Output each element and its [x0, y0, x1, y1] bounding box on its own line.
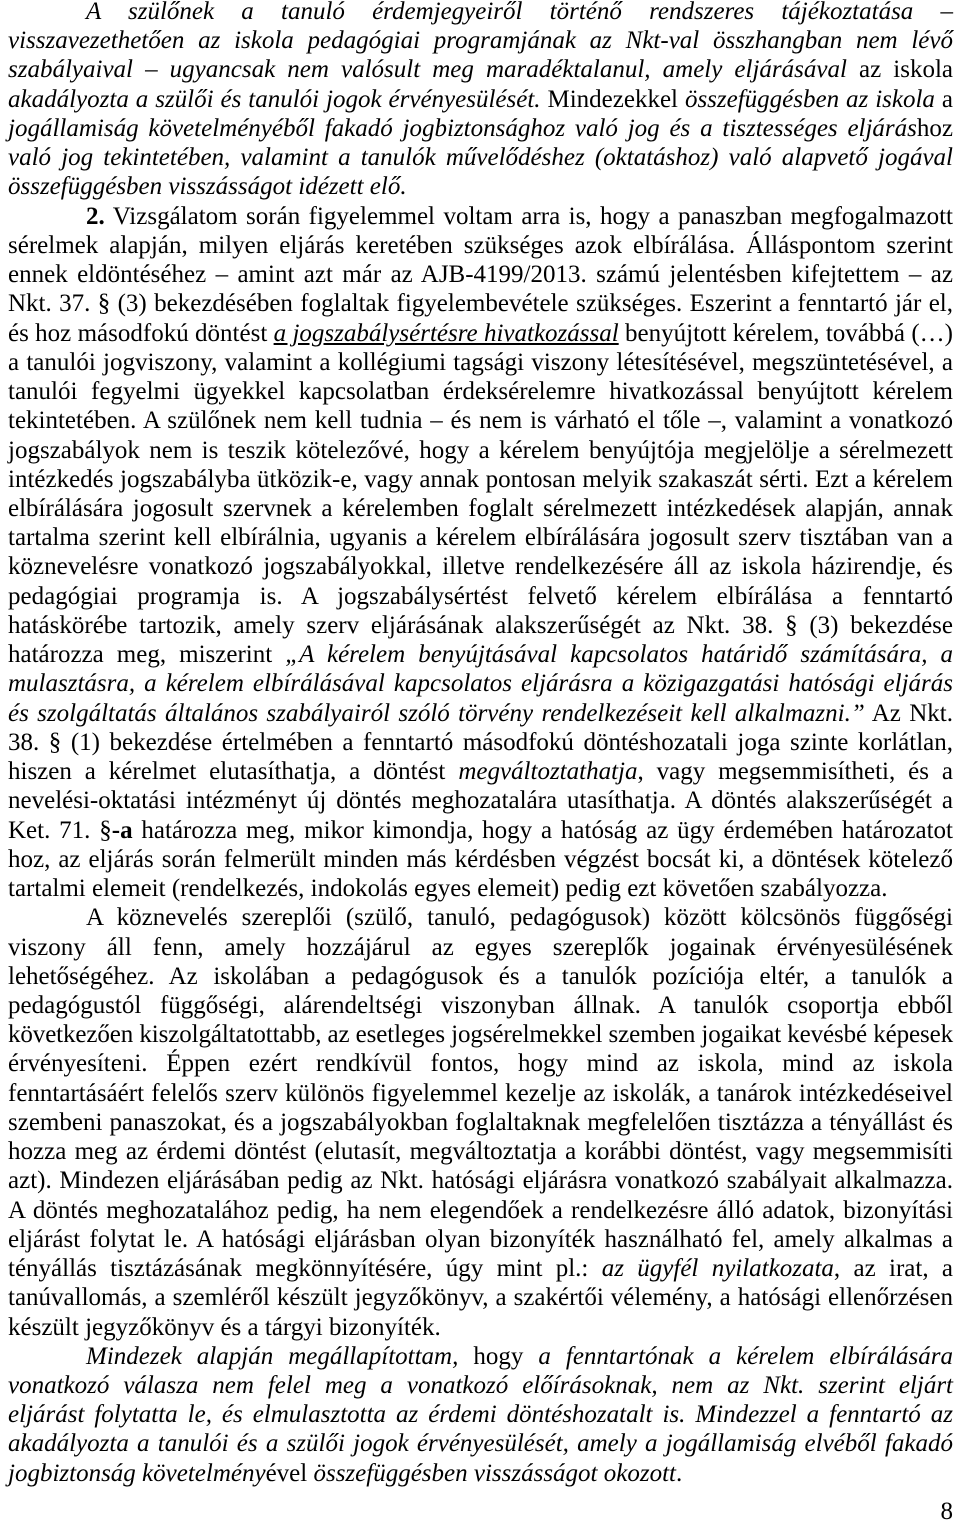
- text-line: [8, 1283, 953, 1312]
- text-line: [8, 757, 953, 786]
- text-line: [8, 1342, 953, 1371]
- italic-text: jogállamiság követelményéből fakadó jogbiztonsághoz való jog és a tisztességes eljárás: [8, 114, 917, 142]
- text-run: A döntés meghozatalához pedig, ha nem elegendőek a rendelkezésre álló adatok, bizonyítási: [8, 1196, 953, 1224]
- text-run: hozza meg az érdemi döntést (elutasít, megváltoztatja a korábbi döntést, vagy megsemmisíti: [8, 1138, 953, 1166]
- text-line: [8, 1225, 953, 1254]
- paragraph: [8, 0, 953, 202]
- text-run: Az Nkt.: [864, 699, 953, 727]
- underlined-italic-text: a jogszabálysértésre hivatkozással: [273, 319, 619, 347]
- text-run: viszony áll fenn, amely hozzájárul az egyes szereplők jogainak érvényesülésének: [8, 933, 953, 961]
- text-run: tartalma szerint kell elbírálnia, ugyanis a kérelem elbírálására jogosult szerv tisztában van a: [8, 524, 953, 552]
- text-line: [8, 202, 953, 231]
- text-run: lehetőségéhez. Az iskolában a pedagógusok és a tanulók pozíciója eltér, a tanulók a: [8, 962, 953, 990]
- text-line: [8, 1049, 953, 1078]
- document-body: [8, 0, 953, 1488]
- text-run: nevelési-oktatási intézményt új döntés meghozatalára utasíthatja. A döntés alakszerűségét a: [8, 787, 953, 815]
- text-run: intézkedés jogszabályba ütközik-e, vagy annak pontosan melyik szakaszát sérti. Ezt a kérelem: [8, 465, 953, 493]
- text-line: [8, 582, 953, 611]
- text-run: tényállás tisztázásának megkönnyítésére, úgy mint pl.:: [8, 1255, 602, 1283]
- text-run: hoz, az eljárás során felmerült minden más kérdésben végzést bocsát ki, a döntések kötelező: [8, 845, 953, 873]
- text-line: [8, 436, 953, 465]
- bold-text: -a: [111, 816, 133, 844]
- text-line: [8, 1137, 953, 1166]
- text-line: [8, 1400, 953, 1429]
- text-run: Mindezekkel: [540, 85, 678, 113]
- text-line: [8, 172, 953, 201]
- text-line: [8, 962, 953, 991]
- text-line: [8, 465, 953, 494]
- text-run: és hoz másodfokú döntést: [8, 319, 274, 347]
- italic-text: jogbiztonság követelmény: [8, 1459, 266, 1487]
- text-run: határozza meg, mikor kimondja, hogy a hatóság az ügy érdemében határozatot: [132, 816, 953, 844]
- text-line: [8, 260, 953, 289]
- text-run: Ket. 71. §: [8, 816, 112, 844]
- text-line: [8, 114, 953, 143]
- italic-text: megváltoztathatja: [458, 758, 638, 786]
- text-run: köznevelésre vonatkozó jogszabályokkal, illetve rendelkezésére áll az iskola házirendje, és: [8, 553, 953, 581]
- text-run: benyújtott kérelem, továbbá (…): [618, 319, 953, 347]
- text-line: [8, 1079, 953, 1108]
- text-line: [8, 85, 953, 114]
- text-run: tartalmi elemeit (rendelkezés, indokolás egyes elemeit) pedig ezt követően szabályozza.: [8, 875, 888, 903]
- text-line: [8, 611, 953, 640]
- italic-text: összefüggésben visszásságot okozott: [307, 1459, 676, 1487]
- text-line: [8, 933, 953, 962]
- italic-text: összefüggésben visszásságot idézett elő.: [8, 173, 407, 201]
- italic-text: Mindezek alapján megállapítottam,: [86, 1342, 459, 1370]
- text-run: hiszen a kérelmet elutasíthatja, a döntést: [8, 758, 459, 786]
- text-run: .: [675, 1459, 683, 1487]
- text-line: [8, 786, 953, 815]
- page-number: 8: [940, 1498, 953, 1525]
- text-line: [8, 1459, 953, 1488]
- italic-text: való jog tekintetében, valamint a tanulók művelődéshez (oktatáshoz) való alapvető jogával: [8, 144, 953, 172]
- text-run: az iskola: [846, 56, 953, 84]
- text-run: , az irat, a: [833, 1255, 953, 1283]
- text-run: eljárást folytat le. A hatósági eljárásban olyan bizonyíték használható fel, amely alkalmas a: [8, 1225, 953, 1253]
- text-line: [8, 1313, 953, 1342]
- text-line: [8, 816, 953, 845]
- text-line: [8, 143, 953, 172]
- text-line: [8, 991, 953, 1020]
- text-line: [8, 1166, 953, 1195]
- text-run: pedagógustól függőségi, alárendeltségi viszonyban állnak. A tanulók csoportja ebből: [8, 991, 953, 1019]
- paragraph: [8, 903, 953, 1342]
- text-run: azt). Mindezen eljárásában pedig az Nkt. hatósági eljárásra vonatkozó szabályait alkalmazza.: [8, 1167, 953, 1195]
- text-run: pedagógiai programja is. A jogszabálysértést felvető kérelem elbírálása a fenntartó: [8, 582, 953, 610]
- text-run: tanúvallomás, a szemléről készült jegyzőkönyv, a szakértői vélemény, a hatósági ellenőrzésen: [8, 1284, 953, 1312]
- text-run: készült jegyzőkönyv és a tárgyi bizonyíték.: [8, 1313, 441, 1341]
- text-run: ennek eldöntéséhez – amint azt már az AJB-4199/2013. számú jelentésben kifejtettem – az: [8, 261, 953, 289]
- text-run: hatáskörébe tartozik, amely szerv eljárásának alakszerűségét az Nkt. 38. § (3) bekezdése: [8, 611, 953, 639]
- text-line: [8, 1020, 953, 1049]
- text-run: érvényesíteni. Éppen ezért rendkívül fontos, hogy mind az iskola, mind az iskola: [8, 1050, 953, 1078]
- text-run: elbírálására jogosult szervnek a kérelemben foglalt sérelmezett intézkedések alapján, annak: [8, 494, 953, 522]
- text-line: [8, 699, 953, 728]
- italic-text: visszavezethetően az iskola pedagógiai programjának az Nkt-val összhangban nem lévő: [8, 27, 953, 55]
- text-run: szembeni panaszokat, és a jogszabályokban foglaltaknak megfelelően tisztázza a tényállást és: [8, 1108, 953, 1136]
- text-run: A köznevelés szereplői (szülő, tanuló, pedagógusok) között kölcsönös függőségi: [86, 904, 953, 932]
- text-line: [8, 1108, 953, 1137]
- text-line: [8, 26, 953, 55]
- text-line: [8, 523, 953, 552]
- text-run: sérelmek alapján, milyen eljárás keretében szükséges azok elbírálása. Álláspontom szerint: [8, 231, 953, 259]
- bold-text: 2.: [86, 202, 105, 230]
- italic-text: szabályaival – ugyancsak nem valósult meg maradéktalanul, amely eljárásával: [8, 56, 847, 84]
- text-line: [8, 903, 953, 932]
- text-line: [8, 1196, 953, 1225]
- text-line: [8, 406, 953, 435]
- text-line: [8, 494, 953, 523]
- text-run: a tanulói jogviszony, valamint a kollégiumi tagsági viszony létesítésével, megszüntetésével, a: [8, 348, 953, 376]
- text-run: Vizsgálatom során figyelemmel voltam arra is, hogy a panaszban megfogalmazott: [104, 202, 953, 230]
- italic-text: akadályozta a tanulói és a szülői jogok érvényesülését, amely a jogállamiság elvéből fakadó: [8, 1430, 953, 1458]
- text-line: [8, 552, 953, 581]
- text-run: ével: [265, 1459, 308, 1487]
- italic-text: a fenntartónak a kérelem elbírálására: [538, 1342, 953, 1370]
- text-run: jogszabályok nem is teszik kötelezővé, hogy a kérelem benyújtója megjelölje a sérelmezett: [8, 436, 953, 464]
- italic-text: eljárást folytatta le, és elmulasztotta az érdemi döntéshozatalt is. Mindezzel a fenntartó az: [8, 1401, 953, 1429]
- text-run: , vagy megsemmisítheti, és a: [637, 758, 953, 786]
- text-line: [8, 289, 953, 318]
- text-line: [8, 0, 953, 26]
- italic-text: akadályozta a szülői és tanulói jogok érvényesülését.: [8, 85, 541, 113]
- italic-text: „A kérelem benyújtásával kapcsolatos határidő számítására, a: [285, 641, 953, 669]
- text-line: [8, 728, 953, 757]
- italic-text: és szolgáltatás általános szabályairól szóló törvény rendelkezéseit kell alkalmazni.”: [8, 699, 865, 727]
- paragraph: [8, 1342, 953, 1488]
- text-run: következően kiszolgáltatottabb, az esetleges jogsérelmekkel szemben jogaikat kevésbé képesek: [8, 1021, 953, 1049]
- text-line: [8, 669, 953, 698]
- text-line: [8, 845, 953, 874]
- text-run: 38. § (1) bekezdése értelmében a fenntartó másodfokú döntéshozatali joga szinte korlátlan,: [8, 728, 953, 756]
- text-line: [8, 1429, 953, 1458]
- text-line: [8, 55, 953, 84]
- paragraph: [8, 202, 953, 904]
- text-run: tanulói fegyelmi ügyekkel kapcsolatban érdeksérelemre hivatkozással benyújtott kérelem: [8, 378, 953, 406]
- text-line: [8, 1254, 953, 1283]
- text-run: a: [934, 85, 953, 113]
- text-line: [8, 874, 953, 903]
- text-line: [8, 231, 953, 260]
- text-line: [8, 640, 953, 669]
- text-line: [8, 1371, 953, 1400]
- text-run: hoz: [916, 114, 953, 142]
- text-line: [8, 319, 953, 348]
- text-line: [8, 377, 953, 406]
- text-run: fenntartásáért felelős szerv különös figyelemmel kezelje az iskolák, a tanárok intézkedéseivel: [8, 1079, 953, 1107]
- italic-text: mulasztásra, a kérelem elbírálásával kapcsolatos eljárásra a közigazgatási hatósági eljárás: [8, 670, 953, 698]
- text-line: [8, 348, 953, 377]
- italic-text: A szülőnek a tanuló érdemjegyeiről történő rendszeres tájékoztatása –: [86, 0, 953, 25]
- italic-text: összefüggésben az iskola: [678, 85, 935, 113]
- text-run: tekintetében. A szülőnek nem kell tudnia – és nem is várható el tőle –, valamint a vonatkozó: [8, 407, 953, 435]
- italic-text: az ügyfél nyilatkozata: [601, 1255, 834, 1283]
- text-run: Nkt. 37. § (3) bekezdésében foglaltak figyelembevétele szükséges. Eszerint a fenntartó jár el,: [8, 290, 953, 318]
- text-run: határozza meg, miszerint: [8, 641, 286, 669]
- text-run: hogy: [458, 1342, 539, 1370]
- italic-text: vonatkozó válasza nem felel meg a vonatkozó előírásoknak, nem az Nkt. szerint eljárt: [8, 1372, 953, 1400]
